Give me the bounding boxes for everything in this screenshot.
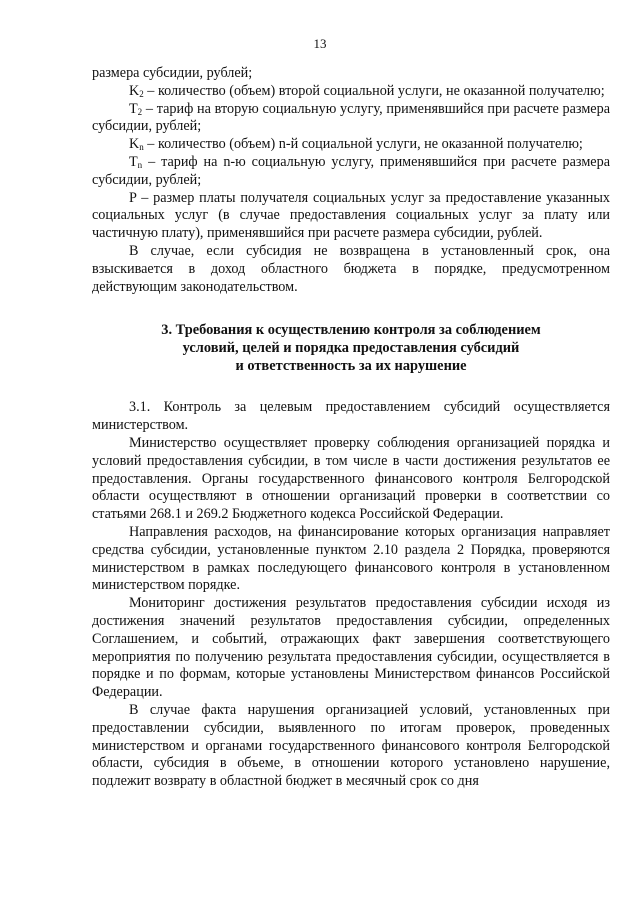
definition-t2-text: – тариф на вторую социальную услугу, применявшийся при расчете размера субсидии, рублей; [92, 100, 610, 135]
paragraph-monitoring: Мониторинг достижения результатов предоставления субсидии исходя из достижения значений результатов предоставления субсидии, определенных Соглашением, и событий, отражающих факт завершения соответствующего мероприятия по получению результата предоставления субсидии, осуществляется в порядке и по формам, которые установлены Министерством финансов Российской Федерации. [92, 595, 610, 701]
document-body [92, 65, 610, 791]
symbol-kn: K [129, 136, 140, 153]
symbol-kn-subscript: n [139, 142, 144, 153]
definition-t2 [92, 101, 610, 137]
definition-k2-text: – количество (объем) второй социальной услуги, не оказанной получателю; [143, 82, 605, 99]
paragraph-recovery: В случае, если субсидия не возвращена в установленный срок, она взыскивается в доход областного бюджета в порядке, предусмотренном действующим законодательством. [92, 242, 610, 295]
definition-tn [92, 154, 610, 190]
definition-kn [92, 136, 610, 154]
section-heading [92, 321, 610, 375]
symbol-k2: K [129, 82, 140, 99]
section-heading-line-1: 3. Требования к осуществлению контроля за соблюдением [161, 322, 541, 339]
paragraph-subsidy-size: размера субсидии, рублей; [92, 65, 253, 81]
page-number: 13 [313, 36, 327, 51]
symbol-t2-subscript: 2 [137, 106, 143, 117]
paragraph-ministry-checks: Министерство осуществляет проверку соблюдения организацией порядка и условий предоставления субсидии, в том числе в части достижения результатов ее предоставления. Органы государственного финансового контроля Белгородской области осуществляют в отношении организаций проверки в соответствии со статьями 268.1 и 269.2 Бюджетного кодекса Российской Федерации. [92, 434, 610, 523]
paragraph-expense-directions: Направления расходов, на финансирование которых организация направляет средства субсидии, установленные пунктом 2.10 раздела 2 Порядка, проверяются министерством в рамках последующего финансового контроля в установленном министерством порядке. [92, 523, 610, 594]
symbol-k2-subscript: 2 [139, 88, 144, 99]
definition-tn-text: – тариф на n-ю социальную услугу, применявшийся при расчете размера субсидии, рублей; [92, 153, 610, 188]
definition-k2 [92, 83, 610, 101]
symbol-tn-subscript: n [137, 159, 143, 170]
definition-kn-text: – количество (объем) n-й социальной услуги, не оказанной получателю; [143, 136, 583, 153]
section-heading-line-3: и ответственность за их нарушение [235, 358, 467, 375]
symbol-t2: T [129, 100, 138, 117]
paragraph-violation: В случае факта нарушения организацией условий, установленных при предоставлении субсидии, выявленного по итогам проверок, проведенных министерством и органами государственного финансового контроля Белгородской области, субсидия в объеме, в отношении которого установлено нарушение, подлежит возврату в областной бюджет в месячный срок со дня [92, 701, 610, 790]
symbol-tn: T [129, 153, 138, 170]
section-heading-line-2: условий, целей и порядка предоставления субсидий [182, 340, 520, 357]
definition-p: P – размер платы получателя социальных услуг за предоставление указанных социальных услуг (в случае предоставления социальных услуг за плату или частичную плату), применявшийся при расчете размера субсидии, рублей. [92, 189, 610, 242]
paragraph-3-1: 3.1. Контроль за целевым предоставлением субсидий осуществляется министерством. [92, 399, 610, 434]
